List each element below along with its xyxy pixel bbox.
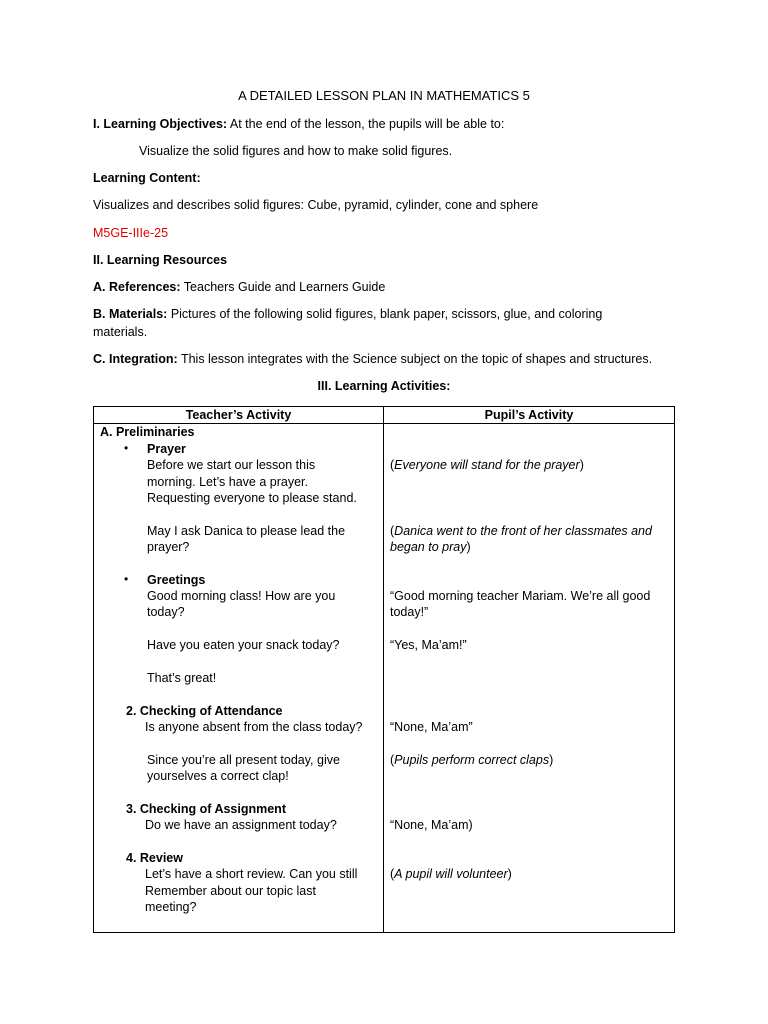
pupil-line: began to pray)	[390, 540, 471, 554]
teacher-line: Remember about our topic last	[145, 884, 316, 898]
competency-code: M5GE-IIIe-25	[93, 226, 169, 240]
pupil-line: “Yes, Ma’am!”	[390, 638, 467, 652]
bullet-icon: •	[124, 441, 129, 455]
bullet-icon: •	[124, 572, 129, 586]
teacher-line: today?	[147, 605, 185, 619]
content-label: Learning Content:	[93, 171, 201, 185]
integration-label: C. Integration:	[93, 352, 178, 366]
greetings-heading: Greetings	[147, 573, 206, 587]
teacher-line: Is anyone absent from the class today?	[145, 720, 363, 734]
references-text: Teachers Guide and Learners Guide	[180, 280, 386, 294]
preliminaries-heading: A. Preliminaries	[100, 425, 195, 439]
teacher-line: yourselves a correct clap!	[147, 769, 289, 783]
pupil-line: (Danica went to the front of her classmates and	[390, 524, 652, 538]
pupil-line: “None, Ma’am”	[390, 720, 473, 734]
materials	[93, 306, 602, 322]
teacher-line: morning. Let’s have a prayer.	[147, 475, 308, 489]
objective-item: Visualize the solid figures and how to make solid figures.	[139, 144, 453, 158]
teacher-line: prayer?	[147, 540, 190, 554]
pupil-line: today!”	[390, 605, 429, 619]
pupil-line: “Good morning teacher Mariam. We’re all good	[390, 589, 651, 603]
teacher-line: Let’s have a short review. Can you still	[145, 867, 358, 881]
teacher-activity-cell	[94, 424, 384, 933]
teacher-line: That’s great!	[147, 671, 217, 685]
teacher-line: Good morning class! How are you	[147, 589, 336, 603]
header-pupil-activity: Pupil’s Activity	[384, 407, 675, 424]
assignment-heading: 3. Checking of Assignment	[126, 802, 286, 816]
materials-text-continued: materials.	[93, 325, 148, 339]
activities-table	[93, 406, 675, 933]
pupil-line: (Everyone will stand for the prayer)	[390, 458, 584, 472]
learning-objectives	[93, 116, 504, 132]
teacher-line: Requesting everyone to please stand.	[147, 491, 357, 505]
activities-label: III. Learning Activities:	[317, 379, 451, 393]
teacher-line: Since you’re all present today, give	[147, 753, 340, 767]
attendance-heading: 2. Checking of Attendance	[126, 704, 283, 718]
pupil-activity-cell	[384, 424, 675, 933]
objectives-label: I. Learning Objectives:	[93, 117, 228, 131]
teacher-line: meeting?	[145, 900, 197, 914]
prayer-heading: Prayer	[147, 442, 186, 456]
pupil-line: (Pupils perform correct claps)	[390, 753, 554, 767]
references	[93, 279, 385, 295]
teacher-line: Before we start our lesson this	[147, 458, 316, 472]
materials-label: B. Materials:	[93, 307, 168, 321]
teacher-line: Have you eaten your snack today?	[147, 638, 340, 652]
objectives-text: At the end of the lesson, the pupils will be able to:	[227, 117, 505, 131]
integration-text: This lesson integrates with the Science subject on the topic of shapes and structures.	[177, 352, 653, 366]
pupil-line: (A pupil will volunteer)	[390, 867, 512, 881]
review-heading: 4. Review	[126, 851, 183, 865]
header-teacher-activity: Teacher’s Activity	[94, 407, 384, 424]
integration	[93, 351, 652, 367]
resources-label: II. Learning Resources	[93, 253, 228, 267]
materials-text: Pictures of the following solid figures, blank paper, scissors, glue, and coloring	[167, 307, 603, 321]
teacher-line: Do we have an assignment today?	[145, 818, 337, 832]
pupil-line: “None, Ma’am)	[390, 818, 473, 832]
teacher-line: May I ask Danica to please lead the	[147, 524, 346, 538]
references-label: A. References:	[93, 280, 181, 294]
document-title: A DETAILED LESSON PLAN IN MATHEMATICS 5	[238, 88, 530, 103]
table-row	[94, 424, 675, 933]
table-header-row	[94, 407, 675, 424]
content-text: Visualizes and describes solid figures: Cube, pyramid, cylinder, cone and sphere	[93, 198, 539, 212]
